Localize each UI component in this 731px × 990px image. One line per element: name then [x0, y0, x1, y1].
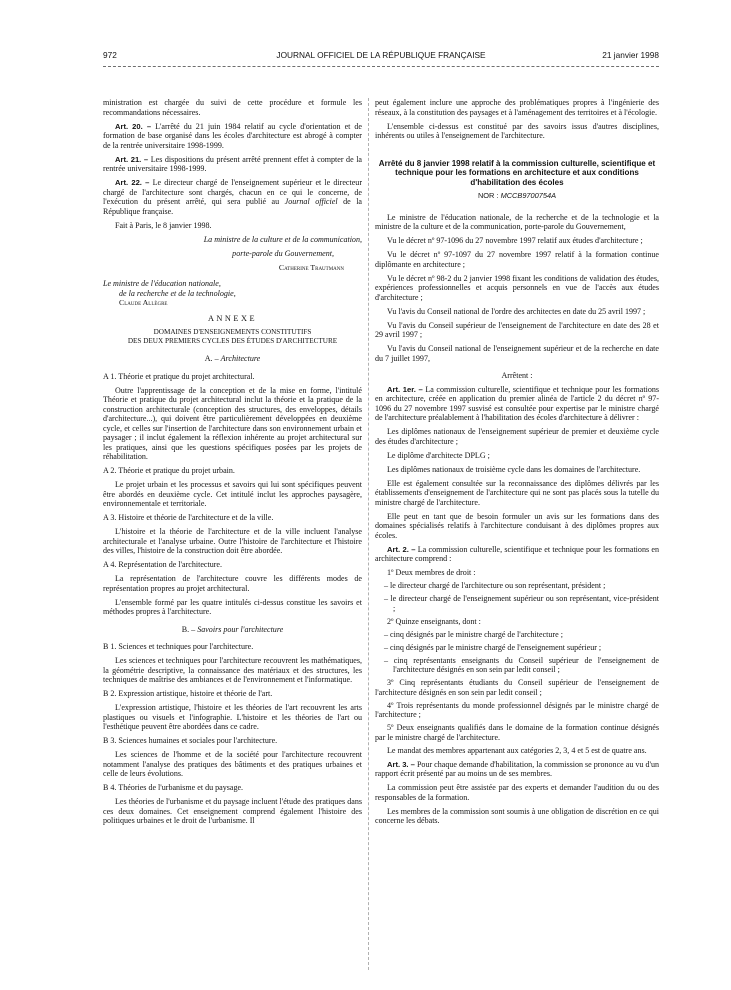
paragraph: Le mandat des membres appartenant aux catégories 2, 3, 4 et 5 est de quatre ans. — [387, 745, 647, 755]
diploma-item: Le diplôme d'architecte DPLG ; — [387, 450, 490, 460]
journal-ref: Journal officiel — [284, 197, 338, 206]
article-20 — [103, 122, 362, 151]
signatory-1-role: La ministre de la culture et de la communication, — [203, 234, 362, 244]
subsection-title: B 1. Sciences et techniques pour l'architecture. — [103, 642, 254, 651]
subsection-text: Outre l'apprentissage de la conception et de la mise en forme, l'intitulé Théorie et pratique du projet architectural inclut la théorie et la pratique de la construction architecturale (conception des structures, des enveloppes, détails d'architecture...), qui doivent être particulièrement développées en deuxième cycle, et celles sur l'insertion de l'architecture dans son environnement urbain et paysager ; il inclut également la réflexion inhérente au projet architectural sur les pratiques, ainsi que les questions spécifiques posées par les projets de réhabilitation. — [103, 385, 362, 461]
article-2 — [375, 545, 659, 564]
signatory-1-name: Catherine Trautmann — [278, 262, 344, 272]
member-category: 3º Cinq représentants étudiants du Conseil supérieur de l'enseignement de l'architecture désignés en son sein par ledit conseil ; — [375, 678, 659, 697]
annexe-subtitle-line: DES DEUX PREMIERS CYCLES DES ÉTUDES D'ARCHITECTURE — [127, 337, 338, 345]
subsection-text: La représentation de l'architecture couvre les différents modes de représentation propres au projet architectural. — [103, 574, 362, 593]
section-prefix: B. – — [181, 624, 198, 634]
subsection-title: A 1. Théorie et pratique du projet architectural. — [103, 371, 255, 381]
member-category: 1º Deux membres de droit : — [387, 568, 476, 577]
article-text: La commission culturelle, scientifique et technique pour les formations en architecture, créée en application du premier alinéa de l'article 2 du décret nº 97-1096 du 27 novembre 1997 susvisé est consultée pour expertise par le ministre chargé de l'architecture préalablement à l'habilitation des écoles d'architecture à délivrer : — [375, 384, 659, 422]
article-1 — [375, 385, 659, 423]
article-text: La commission culturelle, scientifique et technique pour les formations en architecture comprend : — [375, 544, 659, 563]
article-label: Art. 22. – — [115, 178, 150, 187]
left-column — [103, 98, 362, 830]
member-item: – cinq désignés par le ministre chargé de l'architecture ; — [384, 629, 563, 639]
signatory-1-role: porte-parole du Gouvernement, — [232, 248, 334, 258]
decree-title: Arrêté du 8 janvier 1998 relatif à la commission culturelle, scientifique et technique pour les formations en architecture et aux conditions d'habilitation des écoles — [378, 158, 656, 187]
signatory-2-role: de la recherche et de la technologie, — [119, 288, 236, 298]
subsection-text: L'ensemble formé par les quatre intitulés ci-dessus constitue les savoirs et méthodes propres à l'architecture. — [103, 597, 362, 616]
paragraph: La commission peut être assistée par des experts et demander l'audition du ou des responsables de la formation. — [375, 783, 659, 802]
nor-code: MCCB9700754A — [500, 191, 557, 200]
article-label: Art. 2. – — [387, 544, 416, 554]
section-title: Architecture — [220, 354, 261, 363]
subsection-text: Le projet urbain et les processus et savoirs qui lui sont spécifiques peuvent être abordés en deuxième cycle. Cet intitulé inclut les approches paysagère, environnementale et territoriale. — [103, 480, 362, 508]
paragraph: L'ensemble ci-dessus est constitué par des savoirs issus d'autres disciplines, inhérents ou utiles à l'enseignement de l'architecture. — [375, 121, 659, 140]
arretent: Arrêtent : — [501, 371, 533, 380]
subsection-text: Les sciences de l'homme et de la société pour l'architecture recouvrent notamment l'analyse des pratiques des bâtiments et des pratiques urbaines et celle de leurs évolutions. — [103, 750, 362, 778]
member-item: – le directeur chargé de l'enseignement supérieur ou son représentant, vice-président ; — [384, 594, 659, 613]
nor-reference — [375, 191, 659, 201]
annexe-heading: ANNEXE — [207, 313, 258, 323]
article-label: Art. 1er. – — [387, 384, 423, 394]
visa: Vu l'avis du Conseil supérieur de l'enseignement de l'architecture en date des 28 et 29 avril 1997 ; — [375, 320, 659, 339]
article-text: de la République française. — [103, 197, 362, 216]
member-item: – cinq désignés par le ministre chargé de l'enseignement supérieur ; — [384, 642, 602, 652]
subsection-title: A 3. Histoire et théorie de l'architecture et de la ville. — [103, 513, 274, 522]
subsection-text: Les sciences et techniques pour l'architecture recouvrent les mathématiques, la géométrie descriptive, la connaissance des matériaux et des structures, les techniques de maîtrise des ambiances et de l'environnement et l'informatique. — [103, 656, 362, 684]
section-prefix: A. – — [204, 354, 221, 363]
fait-a-paris: Fait à Paris, le 8 janvier 1998. — [115, 220, 212, 230]
subsection-title: B 3. Sciences humaines et sociales pour l'architecture. — [103, 736, 278, 745]
diploma-item: Les diplômes nationaux de l'enseignement supérieur de premier et deuxième cycle des études d'architecture ; — [375, 427, 659, 446]
page-header — [103, 50, 659, 62]
member-category: 4º Trois représentants du monde professionnel désignés par le ministre chargé de l'architecture ; — [375, 700, 659, 719]
member-item: – cinq représentants enseignants du Conseil supérieur de l'enseignement de l'architecture désignés en son sein par ledit conseil ; — [384, 655, 659, 674]
page-number: 972 — [103, 50, 117, 60]
article-text: Les dispositions du présent arrêté prennent effet à compter de la rentrée universitaire 1998-1999. — [103, 154, 363, 173]
paragraph: Elle peut en tant que de besoin formuler un avis sur les formations dans des domaines spécialisés relatifs à l'architecture conduisant à des diplômes propres aux écoles. — [375, 511, 659, 540]
nor-label: NOR : — [477, 191, 501, 200]
paragraph: Les membres de la commission sont soumis à une obligation de discrétion en ce qui concerne les débats. — [375, 806, 659, 825]
member-category: 5º Deux enseignants qualifiés dans le domaine de la formation continue désignés par le ministre chargé de l'architecture. — [375, 723, 659, 742]
paragraph: peut également inclure une approche des problématiques propres à l'ingénierie des réseaux, à la constitution des paysages et à l'aménagement des territoires et à l'écologie. — [375, 98, 659, 117]
paragraph: Elle est également consultée sur la reconnaissance des diplômes délivrés par les établissements d'enseignement de l'architecture qui ne sont pas placés sous la tutelle du ministre chargé de l'architecture. — [375, 478, 659, 507]
paragraph: ministration est chargée du suivi de cette procédure et formule les recommandations nécessaires. — [103, 98, 362, 117]
article-3 — [375, 760, 659, 779]
right-column — [375, 98, 659, 830]
section-a-heading — [103, 354, 362, 364]
visa: Vu le décret nº 98-2 du 2 janvier 1998 fixant les conditions de validation des études, expériences professionnelles et acquis personnels en vue de l'accès aux études d'architecture ; — [375, 273, 659, 302]
subsection-title: B 2. Expression artistique, histoire et théorie de l'art. — [103, 689, 273, 698]
article-label: Art. 20. – — [115, 121, 152, 131]
article-21 — [103, 155, 362, 174]
visa: Vu l'avis du Conseil national de l'enseignement supérieur et de la recherche en date du 7 juillet 1997, — [375, 344, 659, 363]
visa: Vu l'avis du Conseil national de l'ordre des architectes en date du 25 avril 1997 ; — [387, 306, 646, 316]
subsection-title: B 4. Théories de l'urbanisme et du paysage. — [103, 783, 244, 792]
visa: Vu le décret nº 97-1096 du 27 novembre 1997 relatif aux études d'architecture ; — [387, 236, 643, 245]
article-text: Pour chaque demande d'habilitation, la commission se prononce au vu d'un rapport écrit présenté par au moins un de ses membres. — [375, 759, 659, 778]
signatory-2-name: Claude Allègre — [119, 298, 168, 307]
member-item: – le directeur chargé de l'architecture ou son représentant, président ; — [384, 581, 606, 590]
article-label: Art. 21. – — [115, 154, 149, 164]
signatory-2-role: Le ministre de l'éducation nationale, — [103, 279, 221, 288]
journal-title: JOURNAL OFFICIEL DE LA RÉPUBLIQUE FRANÇAISE — [276, 50, 486, 60]
subsection-title: A 4. Représentation de l'architecture. — [103, 560, 222, 569]
section-title: Savoirs pour l'architecture — [197, 624, 284, 634]
diploma-item: Les diplômes nationaux de troisième cycle dans les domaines de l'architecture. — [387, 464, 641, 474]
member-category: 2º Quinze enseignants, dont : — [387, 616, 481, 626]
issue-date: 21 janvier 1998 — [602, 50, 659, 60]
subsection-text: L'expression artistique, l'histoire et les théories de l'art recouvrent les arts plastiques ou visuels et l'infographie. L'histoire et les théories de l'art ou l'esthétique peuvent être abordées dans ce cadre. — [103, 703, 362, 731]
article-22 — [103, 178, 362, 216]
subsection-text: Les théories de l'urbanisme et du paysage incluent l'étude des pratiques dans ces deux domaines. Cet enseignement comprend également l'histoire des politiques urbaines et le droit de l'urbanisme. Il — [103, 797, 362, 825]
subsection-title: A 2. Théorie et pratique du projet urbain. — [103, 466, 235, 475]
visa: Vu le décret nº 97-1097 du 27 novembre 1997 relatif à la formation continue diplômante en architecture ; — [375, 250, 659, 269]
article-text: Le directeur chargé de l'enseignement supérieur et le directeur chargé de l'architecture sont chargés, chacun en ce qui le concerne, de l'exécution du présent arrêté, qui sera publié au — [103, 178, 363, 206]
article-label: Art. 3. – — [387, 759, 415, 769]
annexe-subtitle — [103, 328, 362, 346]
article-text: L'arrêté du 21 juin 1984 relatif au cycle d'orientation et de formation de base organisé dans les écoles d'architecture est abrogé à compter de la rentrée universitaire 1998-1999. — [103, 121, 362, 150]
header-divider — [103, 66, 659, 67]
section-b-heading — [103, 625, 362, 635]
decree-intro: Le ministre de l'éducation nationale, de la recherche et de la technologie et la ministre de la culture et de la communication, porte-parole du Gouvernement, — [375, 212, 659, 231]
annexe-subtitle-line: DOMAINES D'ENSEIGNEMENTS CONSTITUTIFS — [153, 328, 312, 336]
subsection-text: L'histoire et la théorie de l'architecture et de la ville incluent l'analyse architecturale et l'analyse urbaine. Outre l'histoire de l'architecture et l'histoire des villes, l'histoire de la construction doit être abordée. — [103, 527, 362, 555]
column-divider — [368, 98, 369, 970]
